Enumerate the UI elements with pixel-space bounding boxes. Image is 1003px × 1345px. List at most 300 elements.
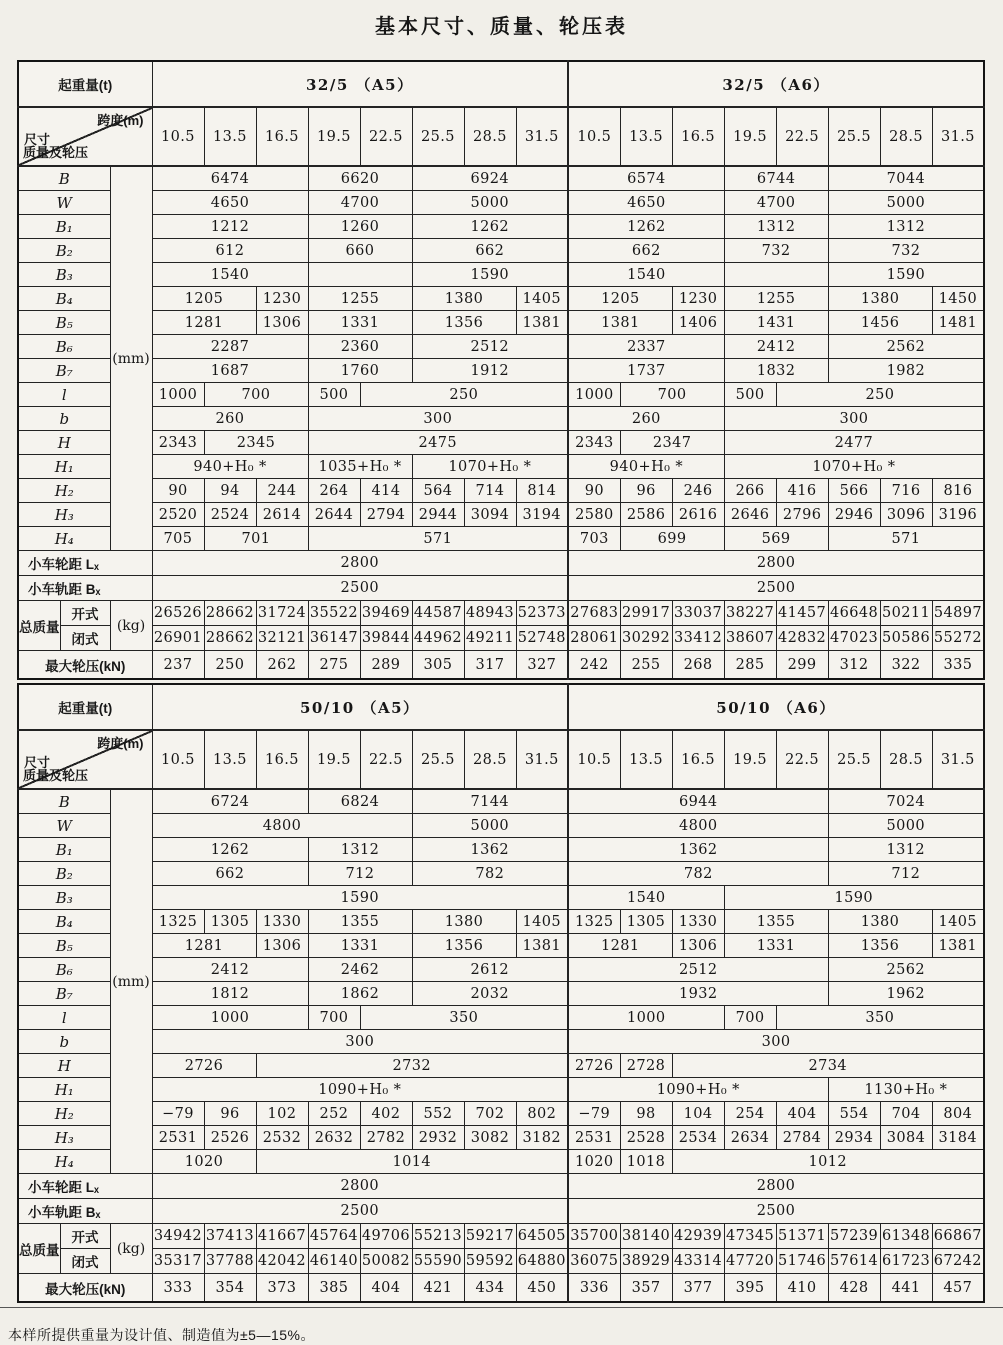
value-cell: 2475 bbox=[308, 431, 568, 455]
value-cell: 2726 bbox=[152, 1054, 256, 1078]
capacity-a5-cell: 32/5 （A5） bbox=[152, 61, 568, 107]
span-header-cell: 10.5 bbox=[152, 730, 204, 789]
value-cell: 2524 bbox=[204, 503, 256, 527]
value-cell: 1262 bbox=[412, 215, 568, 239]
row-label: 最大轮压(kN) bbox=[18, 651, 152, 680]
value-cell: 1405 bbox=[516, 287, 568, 311]
value-cell: 404 bbox=[360, 1274, 412, 1303]
value-cell: 41457 bbox=[776, 601, 828, 626]
value-cell: 703 bbox=[568, 527, 620, 551]
value-cell: 312 bbox=[828, 651, 880, 680]
row-label: H bbox=[18, 1054, 110, 1078]
value-cell: 90 bbox=[152, 479, 204, 503]
value-cell: 700 bbox=[724, 1006, 776, 1030]
value-cell: 700 bbox=[204, 383, 308, 407]
value-cell: 2343 bbox=[152, 431, 204, 455]
row-label: B₅ bbox=[18, 311, 110, 335]
value-cell: 804 bbox=[932, 1102, 984, 1126]
value-cell: 33037 bbox=[672, 601, 724, 626]
value-cell: 2520 bbox=[152, 503, 204, 527]
value-cell: 66867 bbox=[932, 1224, 984, 1249]
span-header-cell: 16.5 bbox=[672, 107, 724, 166]
span-header-cell: 28.5 bbox=[464, 107, 516, 166]
value-cell: 1312 bbox=[724, 215, 828, 239]
table-row bbox=[18, 551, 984, 576]
row-label: B₇ bbox=[18, 982, 110, 1006]
value-cell: 1230 bbox=[256, 287, 308, 311]
value-cell: 354 bbox=[204, 1274, 256, 1303]
value-cell: 28662 bbox=[204, 626, 256, 651]
row-label: 开式 bbox=[60, 1224, 110, 1249]
table-row bbox=[18, 1174, 984, 1199]
value-cell: 1362 bbox=[568, 838, 828, 862]
data-table bbox=[17, 683, 985, 1303]
value-cell: 255 bbox=[620, 651, 672, 680]
value-cell: 55272 bbox=[932, 626, 984, 651]
value-cell: 1590 bbox=[724, 886, 984, 910]
value-cell: 2616 bbox=[672, 503, 724, 527]
span-dim-diagonal-cell bbox=[18, 730, 152, 789]
value-cell: 2534 bbox=[672, 1126, 724, 1150]
value-cell: 5000 bbox=[828, 814, 984, 838]
value-cell: 26901 bbox=[152, 626, 204, 651]
value-cell: 1020 bbox=[152, 1150, 256, 1174]
value-cell: 2646 bbox=[724, 503, 776, 527]
value-cell: 3082 bbox=[464, 1126, 516, 1150]
value-cell: 242 bbox=[568, 651, 620, 680]
value-cell: 32121 bbox=[256, 626, 308, 651]
value-cell: −79 bbox=[568, 1102, 620, 1126]
value-cell: 1540 bbox=[568, 263, 724, 287]
mass-group-label: 总质量 bbox=[18, 601, 60, 651]
table-row bbox=[18, 503, 984, 527]
value-cell: 3094 bbox=[464, 503, 516, 527]
value-cell: 1481 bbox=[932, 311, 984, 335]
value-cell: 385 bbox=[308, 1274, 360, 1303]
value-cell: 1312 bbox=[308, 838, 412, 862]
value-cell: 289 bbox=[360, 651, 412, 680]
row-label: H₄ bbox=[18, 527, 110, 551]
value-cell: 2612 bbox=[412, 958, 568, 982]
table-row bbox=[18, 838, 984, 862]
value-cell: 102 bbox=[256, 1102, 308, 1126]
span-header-cell: 19.5 bbox=[308, 107, 360, 166]
value-cell: 4700 bbox=[724, 191, 828, 215]
value-cell: 3194 bbox=[516, 503, 568, 527]
span-header-cell: 16.5 bbox=[256, 730, 308, 789]
span-header-cell: 28.5 bbox=[880, 107, 932, 166]
row-label: H₃ bbox=[18, 1126, 110, 1150]
value-cell: 566 bbox=[828, 479, 880, 503]
value-cell: 500 bbox=[724, 383, 776, 407]
value-cell: 1305 bbox=[620, 910, 672, 934]
table-row bbox=[18, 601, 984, 626]
capacity-a5-cell: 50/10 （A5） bbox=[152, 684, 568, 730]
value-cell: 704 bbox=[880, 1102, 932, 1126]
value-cell: 2732 bbox=[256, 1054, 568, 1078]
row-label: B₂ bbox=[18, 862, 110, 886]
table-row bbox=[18, 910, 984, 934]
row-label: B₂ bbox=[18, 239, 110, 263]
scan-edge-line bbox=[0, 1307, 1003, 1309]
value-cell: 1306 bbox=[672, 934, 724, 958]
span-header-row bbox=[18, 730, 984, 789]
value-cell: 662 bbox=[152, 862, 308, 886]
value-cell: 61348 bbox=[880, 1224, 932, 1249]
value-cell: 6574 bbox=[568, 166, 724, 191]
value-cell: 5000 bbox=[412, 814, 568, 838]
value-cell: 1540 bbox=[152, 263, 308, 287]
value-cell: 44587 bbox=[412, 601, 464, 626]
value-cell: 702 bbox=[464, 1102, 516, 1126]
value-cell: 2946 bbox=[828, 503, 880, 527]
value-cell: 1255 bbox=[724, 287, 828, 311]
table-row bbox=[18, 958, 984, 982]
value-cell: 59592 bbox=[464, 1249, 516, 1274]
value-cell: 244 bbox=[256, 479, 308, 503]
value-cell: 33412 bbox=[672, 626, 724, 651]
value-cell: 2644 bbox=[308, 503, 360, 527]
value-cell: 45764 bbox=[308, 1224, 360, 1249]
value-cell: 1380 bbox=[412, 287, 516, 311]
span-header-cell: 13.5 bbox=[620, 730, 672, 789]
row-label: W bbox=[18, 191, 110, 215]
page-title: 基本尺寸、质量、轮压表 bbox=[375, 16, 628, 38]
value-cell: 1330 bbox=[672, 910, 724, 934]
value-cell: 402 bbox=[360, 1102, 412, 1126]
value-cell bbox=[724, 263, 828, 287]
row-label: B₆ bbox=[18, 335, 110, 359]
capacity-a6-cell: 50/10 （A6） bbox=[568, 684, 984, 730]
value-cell: 2531 bbox=[568, 1126, 620, 1150]
row-label: 小车轮距 Lₓ bbox=[18, 551, 152, 576]
table-row bbox=[18, 311, 984, 335]
row-label: 闭式 bbox=[60, 1249, 110, 1274]
value-cell: 421 bbox=[412, 1274, 464, 1303]
value-cell: 1070+H₀ * bbox=[724, 455, 984, 479]
value-cell: 48943 bbox=[464, 601, 516, 626]
value-cell: 716 bbox=[880, 479, 932, 503]
value-cell: 3184 bbox=[932, 1126, 984, 1150]
value-cell: 1000 bbox=[152, 1006, 308, 1030]
table-row bbox=[18, 1030, 984, 1054]
value-cell: 2932 bbox=[412, 1126, 464, 1150]
value-cell: 1356 bbox=[412, 934, 516, 958]
span-header-cell: 22.5 bbox=[360, 730, 412, 789]
value-cell: 1000 bbox=[568, 1006, 724, 1030]
table-row bbox=[18, 407, 984, 431]
value-cell: 410 bbox=[776, 1274, 828, 1303]
value-cell: 1962 bbox=[828, 982, 984, 1006]
value-cell: 1355 bbox=[724, 910, 828, 934]
value-cell: 300 bbox=[568, 1030, 984, 1054]
value-cell: 50586 bbox=[880, 626, 932, 651]
value-cell: 2337 bbox=[568, 335, 724, 359]
capacity-a6-cell: 32/5 （A6） bbox=[568, 61, 984, 107]
row-label: 闭式 bbox=[60, 626, 110, 651]
value-cell: 2586 bbox=[620, 503, 672, 527]
row-label: l bbox=[18, 383, 110, 407]
value-cell: 450 bbox=[516, 1274, 568, 1303]
table-row bbox=[18, 789, 984, 814]
value-cell: 46140 bbox=[308, 1249, 360, 1274]
value-cell: 2614 bbox=[256, 503, 308, 527]
value-cell: 43314 bbox=[672, 1249, 724, 1274]
value-cell: 237 bbox=[152, 651, 204, 680]
value-cell: 4800 bbox=[152, 814, 412, 838]
row-label: B₇ bbox=[18, 359, 110, 383]
value-cell: 3182 bbox=[516, 1126, 568, 1150]
row-label: H₂ bbox=[18, 1102, 110, 1126]
data-table bbox=[17, 60, 985, 680]
value-cell: 6724 bbox=[152, 789, 308, 814]
value-cell: 2944 bbox=[412, 503, 464, 527]
value-cell: 55213 bbox=[412, 1224, 464, 1249]
value-cell: 350 bbox=[776, 1006, 984, 1030]
value-cell: 662 bbox=[412, 239, 568, 263]
row-label: B₁ bbox=[18, 838, 110, 862]
table-row bbox=[18, 934, 984, 958]
table-row bbox=[18, 1249, 984, 1274]
value-cell: 5000 bbox=[828, 191, 984, 215]
value-cell: 2796 bbox=[776, 503, 828, 527]
value-cell: 434 bbox=[464, 1274, 516, 1303]
value-cell: 571 bbox=[828, 527, 984, 551]
table-row bbox=[18, 1054, 984, 1078]
table-row bbox=[18, 335, 984, 359]
row-label: b bbox=[18, 1030, 110, 1054]
value-cell: 42832 bbox=[776, 626, 828, 651]
value-cell: 1331 bbox=[308, 311, 412, 335]
tables-container bbox=[0, 60, 1003, 1303]
value-cell: 3096 bbox=[880, 503, 932, 527]
value-cell: 1381 bbox=[568, 311, 672, 335]
value-cell: 2800 bbox=[568, 551, 984, 576]
value-cell: 1982 bbox=[828, 359, 984, 383]
value-cell: 54897 bbox=[932, 601, 984, 626]
value-cell: 2784 bbox=[776, 1126, 828, 1150]
value-cell: 2728 bbox=[620, 1054, 672, 1078]
value-cell: 252 bbox=[308, 1102, 360, 1126]
span-header-row bbox=[18, 107, 984, 166]
value-cell: 2512 bbox=[568, 958, 828, 982]
value-cell: 51746 bbox=[776, 1249, 828, 1274]
table-row bbox=[18, 1006, 984, 1030]
span-header-cell: 31.5 bbox=[516, 730, 568, 789]
table-row bbox=[18, 383, 984, 407]
value-cell: 39844 bbox=[360, 626, 412, 651]
table-row bbox=[18, 1078, 984, 1102]
span-header-cell: 10.5 bbox=[152, 107, 204, 166]
value-cell: 1406 bbox=[672, 311, 724, 335]
value-cell: 1281 bbox=[568, 934, 672, 958]
value-cell: 1456 bbox=[828, 311, 932, 335]
value-cell: 2512 bbox=[412, 335, 568, 359]
value-cell: 1380 bbox=[828, 287, 932, 311]
span-m-label: 跨度(m) bbox=[97, 113, 144, 128]
row-label: H₄ bbox=[18, 1150, 110, 1174]
table-row bbox=[18, 1102, 984, 1126]
value-cell: 1306 bbox=[256, 311, 308, 335]
value-cell: 35700 bbox=[568, 1224, 620, 1249]
value-cell: 1306 bbox=[256, 934, 308, 958]
value-cell: 250 bbox=[360, 383, 568, 407]
span-header-cell: 25.5 bbox=[828, 107, 880, 166]
value-cell: 35317 bbox=[152, 1249, 204, 1274]
value-cell: 98 bbox=[620, 1102, 672, 1126]
value-cell: 569 bbox=[724, 527, 828, 551]
unit-mm-cell: (mm) bbox=[110, 166, 152, 551]
value-cell: 59217 bbox=[464, 1224, 516, 1249]
dim-label: 尺寸 bbox=[24, 132, 51, 147]
span-header-cell: 25.5 bbox=[412, 730, 464, 789]
value-cell: 29917 bbox=[620, 601, 672, 626]
value-cell: 2526 bbox=[204, 1126, 256, 1150]
value-cell: 6474 bbox=[152, 166, 308, 191]
span-header-cell: 22.5 bbox=[360, 107, 412, 166]
value-cell: 300 bbox=[152, 1030, 568, 1054]
value-cell: 322 bbox=[880, 651, 932, 680]
value-cell: 37788 bbox=[204, 1249, 256, 1274]
value-cell: 262 bbox=[256, 651, 308, 680]
value-cell: 1450 bbox=[932, 287, 984, 311]
value-cell: 1018 bbox=[620, 1150, 672, 1174]
span-header-cell: 25.5 bbox=[412, 107, 464, 166]
value-cell: 1330 bbox=[256, 910, 308, 934]
value-cell: 300 bbox=[724, 407, 984, 431]
table-row bbox=[18, 1274, 984, 1303]
value-cell: 2782 bbox=[360, 1126, 412, 1150]
value-cell: 441 bbox=[880, 1274, 932, 1303]
value-cell: 816 bbox=[932, 479, 984, 503]
value-cell: 660 bbox=[308, 239, 412, 263]
value-cell: 2580 bbox=[568, 503, 620, 527]
value-cell: 28662 bbox=[204, 601, 256, 626]
span-header-cell: 13.5 bbox=[204, 107, 256, 166]
value-cell: 90 bbox=[568, 479, 620, 503]
value-cell: 1012 bbox=[672, 1150, 984, 1174]
value-cell: 266 bbox=[724, 479, 776, 503]
value-cell: 1000 bbox=[152, 383, 204, 407]
value-cell: 2634 bbox=[724, 1126, 776, 1150]
value-cell: 1205 bbox=[568, 287, 672, 311]
mass-group-label: 总质量 bbox=[18, 1224, 60, 1274]
value-cell: 1020 bbox=[568, 1150, 620, 1174]
value-cell: 428 bbox=[828, 1274, 880, 1303]
value-cell: 30292 bbox=[620, 626, 672, 651]
dim-label: 尺寸 bbox=[24, 755, 51, 770]
value-cell: 6924 bbox=[412, 166, 568, 191]
value-cell: 1312 bbox=[828, 215, 984, 239]
table-row bbox=[18, 626, 984, 651]
table-row bbox=[18, 1126, 984, 1150]
span-header-cell: 13.5 bbox=[620, 107, 672, 166]
value-cell: 1832 bbox=[724, 359, 828, 383]
value-cell: 404 bbox=[776, 1102, 828, 1126]
value-cell: 260 bbox=[568, 407, 724, 431]
table-row bbox=[18, 166, 984, 191]
mass-wheel-label: 质量及轮压 bbox=[23, 145, 89, 161]
span-header-cell: 31.5 bbox=[516, 107, 568, 166]
table-row bbox=[18, 455, 984, 479]
value-cell: 4800 bbox=[568, 814, 828, 838]
value-cell: 41667 bbox=[256, 1224, 308, 1249]
value-cell: 1305 bbox=[204, 910, 256, 934]
value-cell: 50082 bbox=[360, 1249, 412, 1274]
table-row bbox=[18, 862, 984, 886]
row-label: B₄ bbox=[18, 287, 110, 311]
value-cell: 500 bbox=[308, 383, 360, 407]
value-cell: 57614 bbox=[828, 1249, 880, 1274]
value-cell: 4700 bbox=[308, 191, 412, 215]
value-cell: 96 bbox=[620, 479, 672, 503]
value-cell: 49211 bbox=[464, 626, 516, 651]
footer-note: 本样所提供重量为设计值、制造值为±5—15%。 bbox=[8, 1327, 315, 1343]
value-cell: 7044 bbox=[828, 166, 984, 191]
value-cell: 1014 bbox=[256, 1150, 568, 1174]
value-cell: 2528 bbox=[620, 1126, 672, 1150]
value-cell: 377 bbox=[672, 1274, 724, 1303]
span-m-label: 跨度(m) bbox=[97, 736, 144, 751]
row-label: l bbox=[18, 1006, 110, 1030]
value-cell: 254 bbox=[724, 1102, 776, 1126]
value-cell: 1760 bbox=[308, 359, 412, 383]
value-cell: 1737 bbox=[568, 359, 724, 383]
value-cell: 27683 bbox=[568, 601, 620, 626]
value-cell: 612 bbox=[152, 239, 308, 263]
value-cell: 712 bbox=[308, 862, 412, 886]
value-cell: 2477 bbox=[724, 431, 984, 455]
table-row bbox=[18, 263, 984, 287]
value-cell: 2734 bbox=[672, 1054, 984, 1078]
value-cell: 782 bbox=[412, 862, 568, 886]
value-cell: 51371 bbox=[776, 1224, 828, 1249]
value-cell: 264 bbox=[308, 479, 360, 503]
value-cell: 6944 bbox=[568, 789, 828, 814]
value-cell: 1362 bbox=[412, 838, 568, 862]
value-cell: 357 bbox=[620, 1274, 672, 1303]
value-cell: 2500 bbox=[152, 1199, 568, 1224]
value-cell: 57239 bbox=[828, 1224, 880, 1249]
value-cell: 1812 bbox=[152, 982, 308, 1006]
span-header-cell: 19.5 bbox=[308, 730, 360, 789]
span-dim-diagonal-cell bbox=[18, 107, 152, 166]
value-cell: 1431 bbox=[724, 311, 828, 335]
value-cell: 7144 bbox=[412, 789, 568, 814]
table-row bbox=[18, 527, 984, 551]
table-row bbox=[18, 886, 984, 910]
row-label: H₁ bbox=[18, 455, 110, 479]
value-cell: 1070+H₀ * bbox=[412, 455, 568, 479]
value-cell: 6620 bbox=[308, 166, 412, 191]
value-cell: 2500 bbox=[152, 576, 568, 601]
value-cell: 42939 bbox=[672, 1224, 724, 1249]
value-cell: 2360 bbox=[308, 335, 412, 359]
value-cell: 714 bbox=[464, 479, 516, 503]
row-label: B₃ bbox=[18, 263, 110, 287]
value-cell: −79 bbox=[152, 1102, 204, 1126]
value-cell: 2562 bbox=[828, 335, 984, 359]
value-cell: 1090+H₀ * bbox=[152, 1078, 568, 1102]
row-label: B₅ bbox=[18, 934, 110, 958]
value-cell: 1381 bbox=[932, 934, 984, 958]
row-label: 最大轮压(kN) bbox=[18, 1274, 152, 1303]
row-label: 小车轮距 Lₓ bbox=[18, 1174, 152, 1199]
value-cell: 1381 bbox=[516, 311, 568, 335]
value-cell: 38140 bbox=[620, 1224, 672, 1249]
value-cell: 2934 bbox=[828, 1126, 880, 1150]
value-cell: 1130+H₀ * bbox=[828, 1078, 984, 1102]
